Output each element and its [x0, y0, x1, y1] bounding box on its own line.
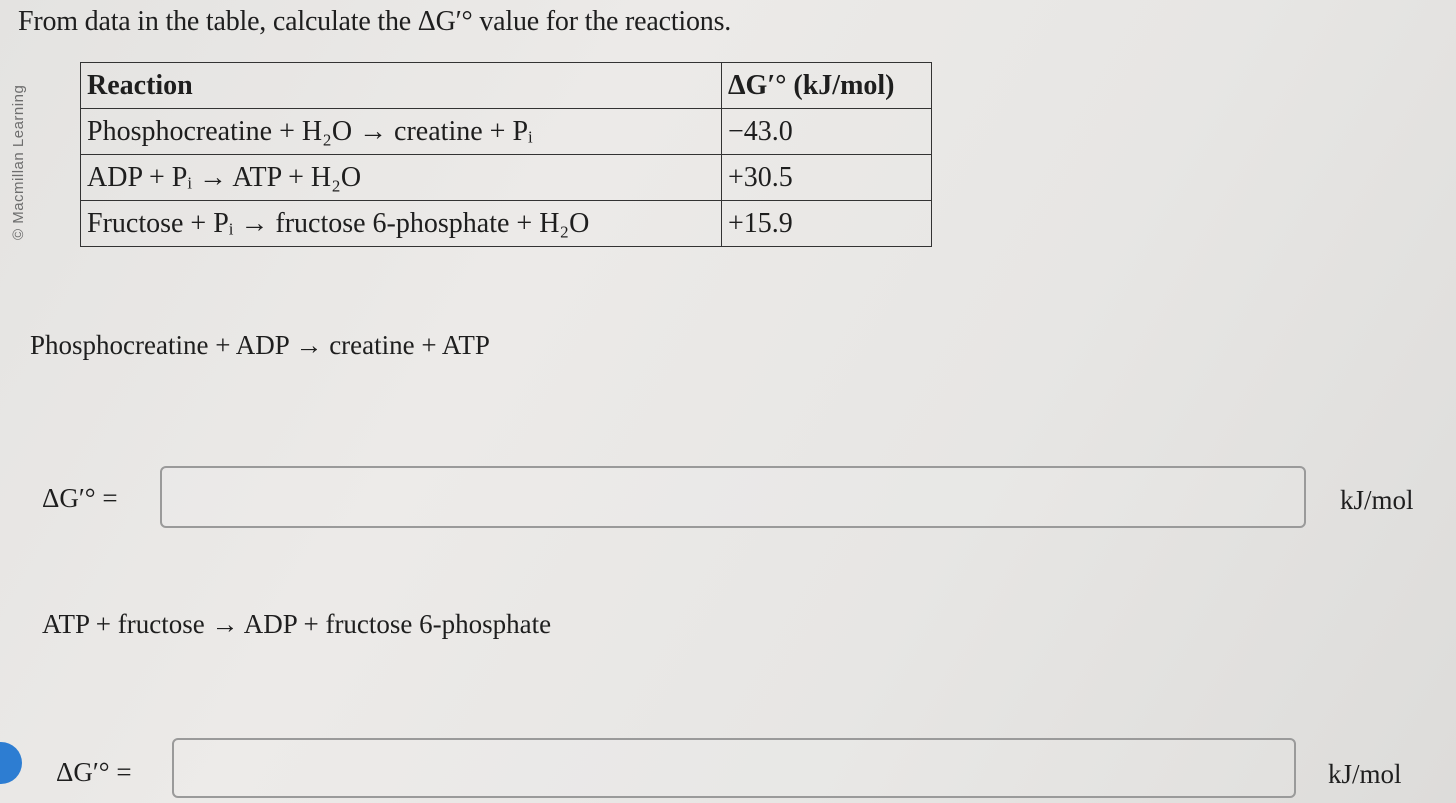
- part2-reaction: ATP + fructose → ADP + fructose 6-phosphate: [42, 609, 552, 639]
- copyright-watermark: [0, 0, 27, 240]
- table-cell-reaction: Fructose + Pᵢ → fructose 6-phosphate + H₂O: [81, 201, 722, 247]
- part1-unit: kJ/mol: [1340, 485, 1414, 515]
- table-cell-dg: +30.5: [722, 155, 932, 201]
- table-row: [81, 109, 932, 155]
- copyright-watermark-text: © Macmillan Learning: [10, 84, 27, 240]
- part2-dg-label: ΔG′° =: [56, 757, 132, 787]
- free-energy-table: [80, 62, 932, 247]
- question-prompt: From data in the table, calculate the ΔG′° value for the reactions.: [18, 6, 732, 37]
- table-cell-dg: +15.9: [722, 201, 932, 247]
- table-cell-reaction: Phosphocreatine + H₂O → creatine + Pᵢ: [81, 109, 722, 155]
- part1-dg-label: ΔG′° =: [42, 483, 118, 513]
- table-row: [81, 201, 932, 247]
- table-header-dg: ΔG′° (kJ/mol): [722, 63, 932, 109]
- check-status-icon: [0, 742, 22, 784]
- table-cell-reaction: ADP + Pᵢ → ATP + H₂O: [81, 155, 722, 201]
- table-row: [81, 155, 932, 201]
- part1-answer-input[interactable]: [160, 466, 1306, 528]
- table-header-row: [81, 63, 932, 109]
- part2-answer-input[interactable]: [172, 738, 1296, 798]
- part1-reaction: Phosphocreatine + ADP → creatine + ATP: [30, 330, 490, 360]
- part2-unit: kJ/mol: [1328, 759, 1402, 789]
- table-header-reaction: Reaction: [81, 63, 722, 109]
- table-cell-dg: −43.0: [722, 109, 932, 155]
